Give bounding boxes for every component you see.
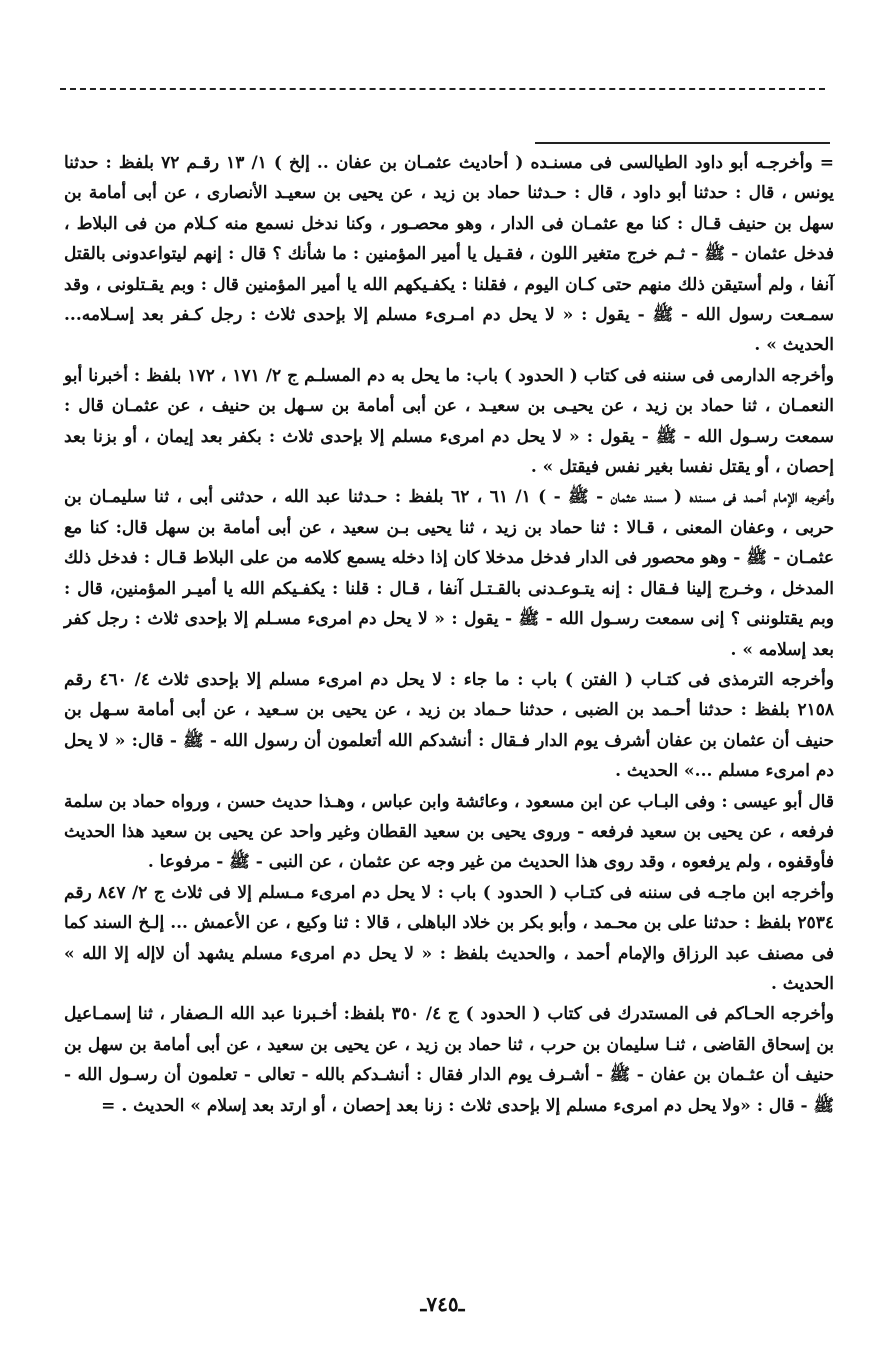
footnote-tirmidhi: وأخرجه الترمذى فى كتـاب ( الفتن ) باب : ما جاء : لا يحل دم امرىء مسلم إلا بإحدى ثلاث ٤/ ٤٦٠ رقم ٢١٥٨ بلفظ : حدثنا أحـمد بن الضبى ، حدثنا حـماد بن زيد ، عن يحيى بن سـعيد ، عن أبى أمامة سـهل بن حنيف أن عثمان بن عفان أشرف يوم الدار فـقال : أنشدكم الله أتعلمون أن رسول الله - ﷺ - قال: « لا يحل دم امرىء مسلم ...» الحديث . (64, 669, 834, 782)
footnote-abu-dawud-tayalisi: = وأخرجـه أبو داود الطيالسى فى مسنـده ( أحاديث عثمـان بن عفان .. إلخ ) ١/ ١٣ رقـم ٧٢ بلفظ : حدثنا يونس ، قال : حدثنا أبو داود ، قال : حـدثنا حماد بن زيد ، عن يحيى بن سعيـد الأنصارى ، عن أبى أمامة بن سهل بن حنيف قـال : كنا مع عثمـان فى الدار ، وهو محصـور ، وكنا ندخل نسمع منه كـلام من فى البلاط ، فدخل عثمان - ﷺ - ثـم خرج متغير اللون ، فقـيل يا أمير المؤمنين : ما شأنك ؟ قال : إنهم ليتواعدونى بالقتل آنفا ، ولم أستيقن ذلك منهم حتى كـان اليوم ، فقلنا : يكفـيكهم الله يا أمير المؤمنين قال : وبم يقـتلونى ، وقد سمـعت رسول الله - ﷺ - يقول : « لا يحل دم امـرىء مسلم إلا بإحدى ثلاث : رجل كـفر بعد إسـلامه... الحديث » . (64, 153, 835, 356)
page-number: ـ٧٤٥ـ (420, 1292, 465, 1316)
footnote-ibn-majah: وأخرجه ابن ماجـه فى سننه فى كتـاب ( الحدود ) باب : لا يحل دم امرىء مـسلم إلا فى ثلاث ج ٢/ ٨٤٧ رقم ٢٥٣٤ بلفظ : حدثنا على بن محـمد ، وأبو بكر بن خلاد الباهلى ، قالا : ثنا وكيع ، عن الأعمش ... إلـخ السند كما فى مصنف عبد الرزاق والإمام أحمد ، والحديث بلفظ : « لا يحل دم امرىء مسلم يشهد أن لاإله إلا الله » الحديث . (64, 882, 834, 994)
footnote-hakim: وأخرجه الحـاكم فى المستدرك فى كتاب ( الحدود ) ج ٤/ ٣٥٠ بلفظ: أخـبرنا عبد الله الـصفار ، ثنا إسمـاعيل بن إسحاق القاضى ، ثنـا سليمان بن حرب ، ثنا حماد بن زيد ، عن يحيى بن سعيد ، عن أبى أمامة بن سهل بن حنيف أن عثـمان بن عفان - ﷺ - أشـرف يوم الدار فقال : أنشـدكم بالله - تعالى - تعلمون أن رسـول الله - ﷺ - قال : «ولا يحل دم امرىء مسلم إلا بإحدى ثلاث : زنا بعد إحصان ، أو ارتد بعد إسلام » الحديث . = (64, 1004, 834, 1116)
footnote-darimi: وأخرجه الدارمى فى سننه فى كتاب ( الحدود ) باب: ما يحل به دم المسلـم ج ٢/ ١٧١ ، ١٧٢ بلفظ : أخبرنا أبو النعمـان ، ثنا حماد بن زيد ، عن يحيـى بن سعيـد ، عن أبى أمامة بن سـهل بن حنيف ، عن عثمـان قال : سمعت رسـول الله - ﷺ - يقول : « لا يحل دم امرىء مسلم إلا بإحدى ثلاث : بكفر بعد إيمان ، أو بزنا بعد إحصان ، أو يقتل نفسا بغير نفس فيقتل » . (64, 365, 835, 478)
dashed-separator (60, 88, 825, 90)
footnote-rule (535, 142, 830, 144)
footnote-ahmad: وأخرجه الإمام أحـمد فى مسنده ( مسند عثمان - ﷺ - ) ١/ ٦١ ، ٦٢ بلفظ : حـدثنا عبد الله ، حدثنى أبى ، ثنا سليمـان بن حربى ، وعفان المعنى ، قـالا : ثنا حماد بن زيد ، ثنا يحيى بـن سعيد ، عن أبى أمامة بن سهل قال: كنا مع عثمـان - ﷺ - وهو محصور فى الدار فدخل مدخلا كان إذا دخله يسمع كلامه من على البلاط قـال : فدخل ذلك المدخل ، وخـرج إلينا فـقال : إنه يتـوعـدنى بالقـتـل آنفا ، قـال : قلنا : يكفـيكم الله يا أميـر المؤمنين، قال : وبم يقتلوننى ؟ إنى سمعت رسـول الله - ﷺ - يقول : « لا يحل دم امرىء مسـلم إلا بإحدى ثلاث : رجل كفر بعد إسلامه » . (64, 487, 834, 660)
footnotes-block (64, 148, 834, 1121)
footnote-abu-isa-comment: قال أبو عيسى : وفى البـاب عن ابن مسعود ، وعائشة وابن عباس ، وهـذا حديث حسن ، ورواه حماد بن سلمة فرفعه ، عن يحيى بن سعيد فرفعه - وروى يحيى بن سعيد القطان وغير واحد عن يحيى بن سعيد هذا الحديث فأوقفوه ، ولم يرفعوه ، وقد روى هذا الحديث من غير وجه عن عثمان ، عن النبى - ﷺ - مرفوعا . (64, 791, 834, 873)
